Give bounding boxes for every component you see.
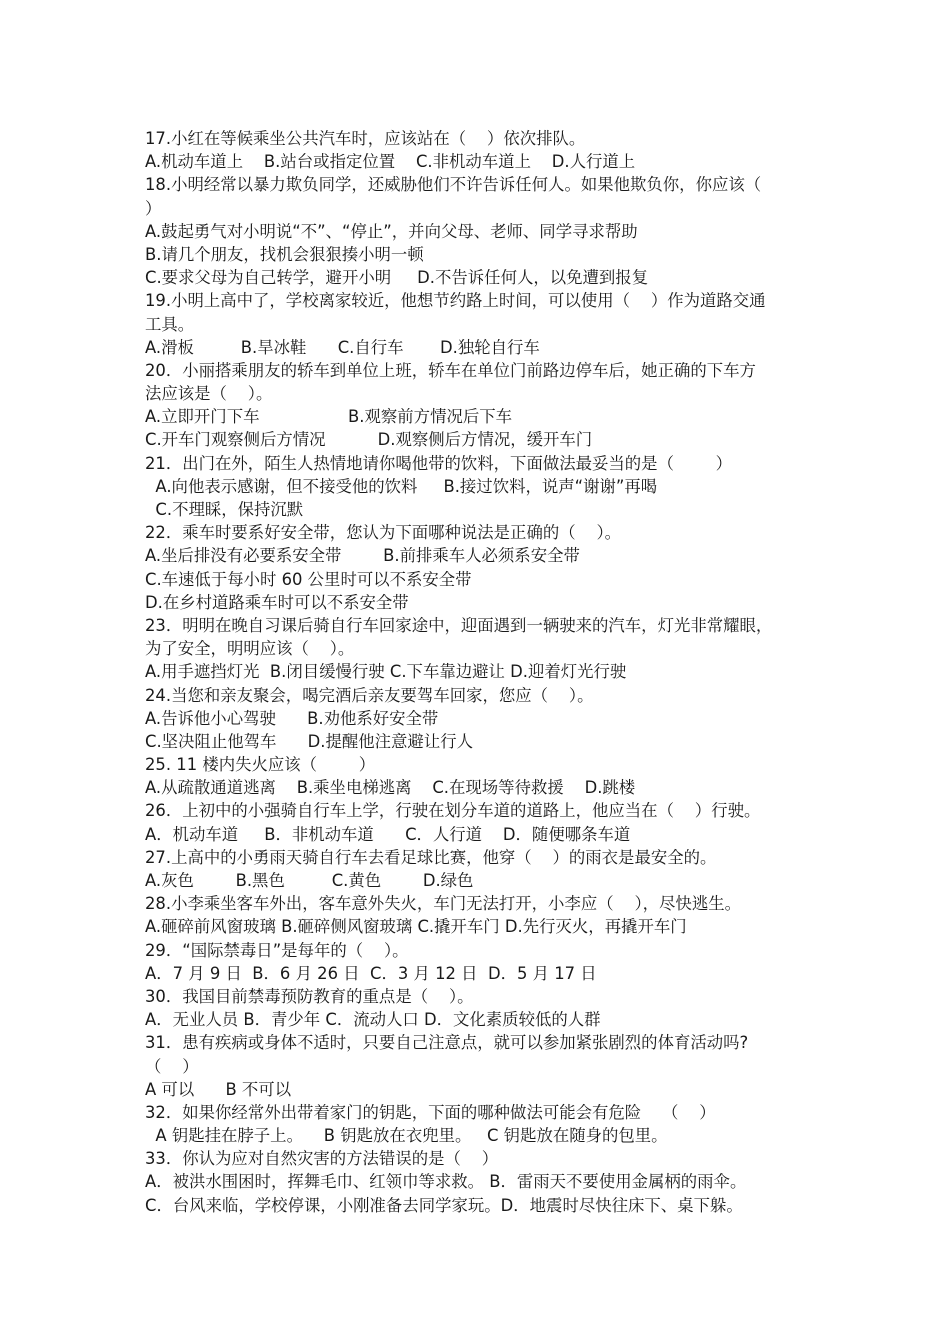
text-line: 20．小丽搭乘朋友的轿车到单位上班，轿车在单位门前路边停车后，她正确的下车方 bbox=[145, 360, 756, 380]
text-line: A.用手遮挡灯光 B.闭目缓慢行驶 C.下车靠边避让 D.迎着灯光行驶 bbox=[145, 662, 627, 682]
text-line: A.从疏散通道逃离 B.乘坐电梯逃离 C.在现场等待救援 D.跳楼 bbox=[145, 778, 636, 798]
text-line: A.滑板 B.旱冰鞋 C.自行车 D.独轮自行车 bbox=[145, 337, 540, 357]
text-line: A 可以 B 不可以 bbox=[145, 1079, 292, 1099]
text-line: 33．你认为应对自然灾害的方法错误的是（ ） bbox=[145, 1149, 499, 1169]
text-line: 18.小明经常以暴力欺负同学，还威胁他们不许告诉任何人。如果他欺负你，你应该（ bbox=[145, 175, 762, 195]
text-line: 25. 11 楼内失火应该（ ） bbox=[145, 755, 376, 775]
text-line: ） bbox=[145, 198, 162, 218]
text-line: 23．明明在晚自习课后骑自行车回家途中，迎面遇到一辆驶来的汽车，灯光非常耀眼， bbox=[145, 615, 773, 635]
text-line: C.坚决阻止他驾车 D.提醒他注意避让行人 bbox=[145, 731, 473, 751]
text-line: A.砸碎前风窗玻璃 B.砸碎侧风窗玻璃 C.撬开车门 D.先行灭火，再撬开车门 bbox=[145, 917, 687, 937]
text-line: B.请几个朋友，找机会狠狠揍小明一顿 bbox=[145, 244, 424, 264]
text-line: 26．上初中的小强骑自行车上学，行驶在划分车道的道路上，他应当在（ ）行驶。 bbox=[145, 801, 761, 821]
text-line: 24.当您和亲友聚会，喝完酒后亲友要驾车回家，您应（ ）。 bbox=[145, 685, 594, 705]
text-line: A.鼓起勇气对小明说“不”、“停止”，并向父母、老师、同学寻求帮助 bbox=[145, 221, 638, 241]
text-line: 工具。 bbox=[145, 314, 195, 334]
text-line: 17.小红在等候乘坐公共汽车时，应该站在（ ）依次排队。 bbox=[145, 129, 586, 148]
text-line: 19.小明上高中了，学校离家较近，他想节约路上时间，可以使用（ ）作为道路交通 bbox=[145, 291, 766, 311]
text-line: 30．我国目前禁毒预防教育的重点是（ ）。 bbox=[145, 986, 474, 1006]
text-line: A.告诉他小心驾驶 B.劝他系好安全带 bbox=[145, 708, 439, 728]
text-line: A．无业人员 B．青少年 C．流动人口 D．文化素质较低的人群 bbox=[145, 1010, 601, 1030]
text-line: A.灰色 B.黑色 C.黄色 D.绿色 bbox=[145, 871, 474, 890]
text-line: C.要求父母为自己转学，避开小明 D.不告诉任何人，以免遭到报复 bbox=[145, 268, 649, 288]
text-line: D.在乡村道路乘车时可以不系安全带 bbox=[145, 592, 409, 612]
text-line: 31．患有疾病或身体不适时，只要自己注意点，就可以参加紧张剧烈的体育活动吗? bbox=[145, 1033, 749, 1053]
text-line: A 钥匙挂在脖子上。 B 钥匙放在衣兜里。 C 钥匙放在随身的包里。 bbox=[145, 1126, 668, 1146]
text-line: A.立即开门下车 B.观察前方情况后下车 bbox=[145, 407, 513, 427]
text-line: A.坐后排没有必要系安全带 B.前排乘车人必须系安全带 bbox=[145, 546, 580, 566]
text-line: 29．“国际禁毒日”是每年的（ ）。 bbox=[145, 940, 409, 960]
text-line: 法应该是（ ）。 bbox=[145, 384, 273, 404]
text-line: 21．出门在外，陌生人热情地请你喝他带的饮料，下面做法最妥当的是（ ） bbox=[145, 453, 733, 473]
text-line: 28.小李乘坐客车外出，客车意外失火，车门无法打开，小李应（ ），尽快逃生。 bbox=[145, 894, 741, 914]
text-line: A.向他表示感谢，但不接受他的饮料 B.接过饮料，说声“谢谢”再喝 bbox=[145, 476, 658, 496]
text-line: C.开车门观察侧后方情况 D.观察侧后方情况，缓开车门 bbox=[145, 430, 593, 450]
text-line: A.机动车道上 B.站台或指定位置 C.非机动车道上 D.人行道上 bbox=[145, 152, 636, 172]
text-line: C．台风来临，学校停课，小刚准备去同学家玩。D．地震时尽快往床下、桌下躲。 bbox=[145, 1195, 743, 1215]
text-line: C.车速低于每小时 60 公里时可以不系安全带 bbox=[145, 569, 472, 589]
text-line: 22．乘车时要系好安全带，您认为下面哪种说法是正确的（ ）。 bbox=[145, 523, 622, 543]
text-line: 32．如果你经常外出带着家门的钥匙，下面的哪种做法可能会有危险 （ ） bbox=[145, 1102, 716, 1122]
text-line: A．7 月 9 日 B．6 月 26 日 C．3 月 12 日 D．5 月 17 日 bbox=[145, 963, 597, 983]
text-line: C.不理睬，保持沉默 bbox=[145, 500, 304, 519]
text-line: 为了安全，明明应该（ ）。 bbox=[145, 639, 355, 659]
text-line: A．被洪水围困时，挥舞毛巾、红领巾等求救。 B．雷雨天不要使用金属柄的雨伞。 bbox=[145, 1172, 747, 1192]
text-line: （ ） bbox=[145, 1056, 199, 1076]
text-line: 27.上高中的小勇雨天骑自行车去看足球比赛，他穿（ ）的雨衣是最安全的。 bbox=[145, 847, 717, 867]
text-line: A．机动车道 B．非机动车道 C．人行道 D．随便哪条车道 bbox=[145, 824, 631, 844]
document-body bbox=[145, 127, 825, 1217]
